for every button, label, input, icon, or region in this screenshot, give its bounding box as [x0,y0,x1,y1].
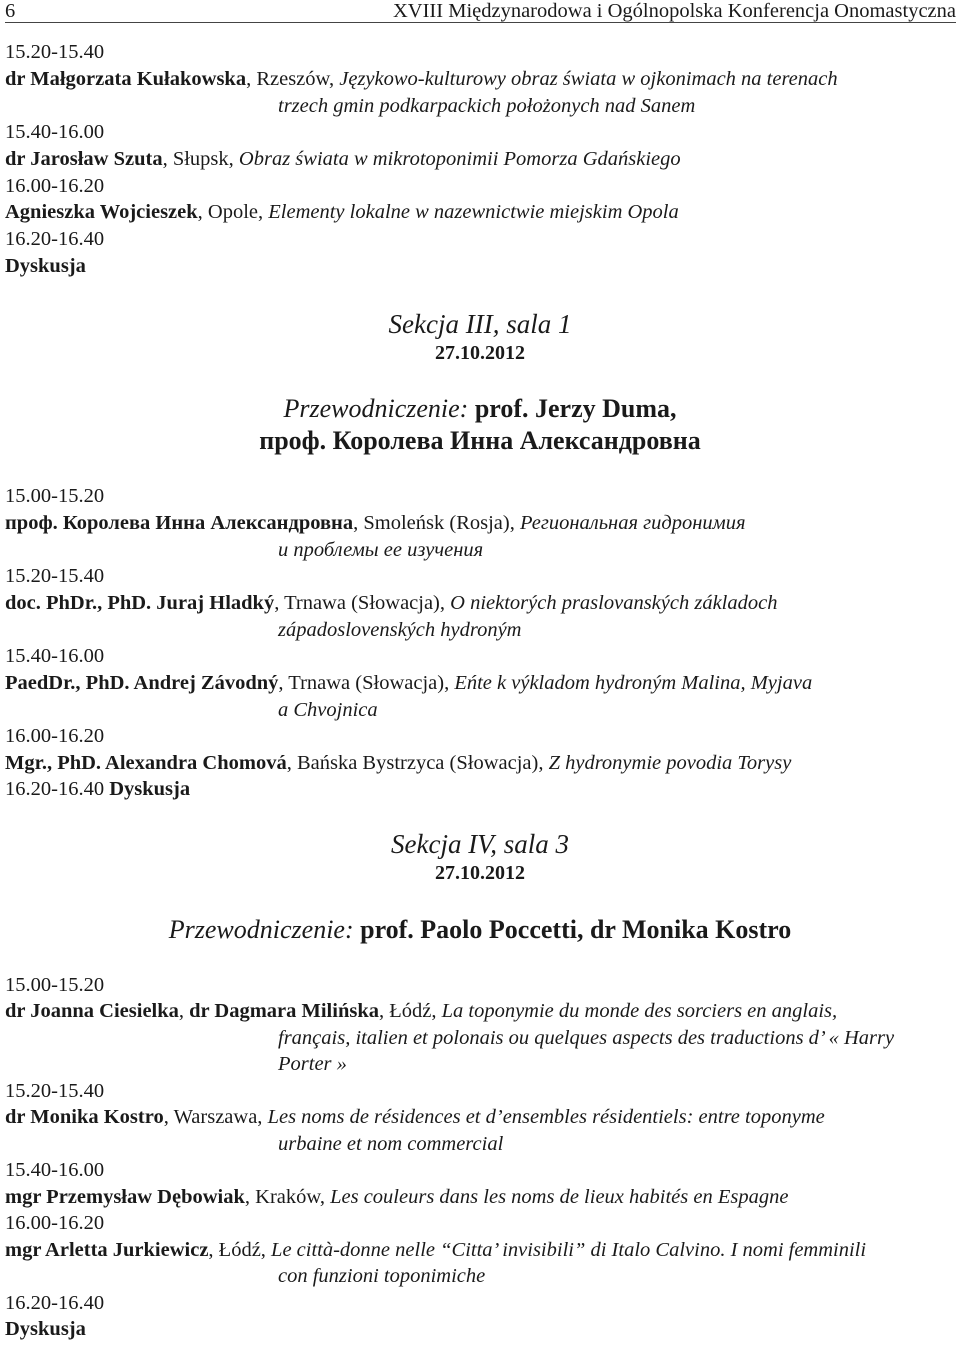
speaker-place: , Kraków, [244,1186,331,1208]
page-header [5,0,956,23]
section-chairs [0,915,960,945]
speaker-name: dr Jarosław Szuta [5,148,163,170]
program-entry [5,1237,866,1263]
section-date: 27.10.2012 [435,342,525,364]
program-entry [5,510,746,536]
chair-label: Przewodniczenie: [168,915,354,944]
program-entry [5,670,812,696]
speaker-name: dr Dagmara Milińska [189,1000,379,1022]
page-number: 6 [5,0,16,22]
program-entry [5,1184,788,1210]
time-slot: 16.00-16.20 [5,175,105,197]
speaker-place: , Łódź, [208,1239,272,1261]
speaker-place: , Rzeszów, [246,68,340,90]
discussion-label: Dyskusja [109,778,191,800]
program-entry [5,998,837,1024]
speaker-name: Mgr., PhD. Alexandra Chomová [5,752,287,774]
speaker-place: , Smoleńsk (Rosja), [353,512,520,534]
program-entry [5,750,791,776]
speaker-name: mgr Arletta Jurkiewicz [5,1239,209,1261]
time-slot: 16.20-16.40 [5,228,105,250]
speaker-place: , Trnawa (Słowacja), [274,592,451,614]
time-slot: 15.40-16.00 [5,645,105,667]
talk-title: Z hydronymie povodia Torysy [548,752,792,774]
talk-title: Le città-donne nelle “Citta’ invisibili” di Italo Calvino. I nomi femminili [271,1239,867,1261]
talk-title: O niektorých praslovanských základoch [450,592,778,614]
talk-title-continued: trzech gmin podkarpackich położonych nad Sanem [278,95,696,117]
section-heading: Sekcja III, sala 1 [388,309,572,339]
discussion-row [5,776,190,802]
time-slot: 15.20-15.40 [5,41,105,63]
time-slot: 16.00-16.20 [5,1212,105,1234]
time-slot: 16.20-16.40 [5,1292,105,1314]
time-slot: 15.00-15.20 [5,974,105,996]
time-slot: 15.20-15.40 [5,565,105,587]
talk-title-continued: con funzioni toponimiche [278,1265,486,1287]
talk-title-continued: a Chvojnica [278,699,378,721]
talk-title: Językowo-kulturowy obraz świata w ojkonimach na terenach [339,68,838,90]
program-entry [5,146,681,172]
talk-title-continued: urbaine et nom commercial [278,1133,504,1155]
speaker-name: Agnieszka Wojcieszek [5,201,198,223]
time-slot: 15.20-15.40 [5,1080,105,1102]
speaker-name: dr Monika Kostro [5,1106,164,1128]
time-slot: 15.40-16.00 [5,1159,105,1181]
speaker-place: , Bańska Bystrzyca (Słowacja), [286,752,549,774]
speaker-name: mgr Przemysław Dębowiak [5,1186,245,1208]
talk-title: Les couleurs dans les noms de lieux habités en Espagne [330,1186,789,1208]
program-entry [5,66,838,92]
program-entry [5,199,679,225]
discussion-label: Dyskusja [5,255,86,277]
speaker-place: , Słupsk, [162,148,239,170]
name-separator: , [178,1000,190,1022]
time-slot: 16.20-16.40 [5,778,110,800]
talk-title: La toponymie du monde des sorciers en anglais, [441,1000,838,1022]
discussion-label: Dyskusja [5,1318,86,1340]
talk-title: Les noms de résidences et d’ensembles résidentiels: entre toponyme [267,1106,825,1128]
talk-title: Obraz świata w mikrotoponimii Pomorza Gdańskiego [238,148,681,170]
talk-title-continued: и проблемы ее изучения [278,539,484,561]
program-entry [5,590,777,616]
speaker-name: dr Joanna Ciesielka [5,1000,179,1022]
talk-title-continued: západoslovenských hydroným [278,619,522,641]
section-date: 27.10.2012 [435,862,525,884]
talk-title: Eńte k výkladom hydroným Malina, Myjava [454,672,813,694]
talk-title-continued: Porter » [278,1053,347,1075]
section-heading: Sekcja IV, sala 3 [391,829,569,859]
talk-title: Региональная гидронимия [519,512,746,534]
speaker-name: PaedDr., PhD. Andrej Závodný [5,672,279,694]
speaker-name: dr Małgorzata Kułakowska [5,68,247,90]
time-slot: 16.00-16.20 [5,725,105,747]
speaker-place: , Łódź, [378,1000,442,1022]
speaker-name: doc. PhDr., PhD. Juraj Hladký [5,592,275,614]
chair-names-continued: проф. Королева Инна Александровна [259,426,701,455]
speaker-name: проф. Королева Инна Александровна [5,512,354,534]
time-slot: 15.00-15.20 [5,485,105,507]
running-title: XVIII Międzynarodowa i Ogólnopolska Konferencja Onomastyczna [393,0,956,22]
talk-title: Elementy lokalne w nazewnictwie miejskim Opola [268,201,679,223]
program-entry [5,1104,825,1130]
chair-label: Przewodniczenie: [283,394,469,423]
time-slot: 15.40-16.00 [5,121,105,143]
talk-title-continued: français, italien et polonais ou quelques aspects des traductions d’ « Harry [278,1027,895,1049]
chair-names: prof. Jerzy Duma, [468,394,677,423]
chair-names: prof. Paolo Poccetti, dr Monika Kostro [353,915,792,944]
speaker-place: , Warszawa, [163,1106,268,1128]
section-chairs [0,394,960,424]
speaker-place: , Opole, [197,201,269,223]
speaker-place: , Trnawa (Słowacja), [278,672,455,694]
